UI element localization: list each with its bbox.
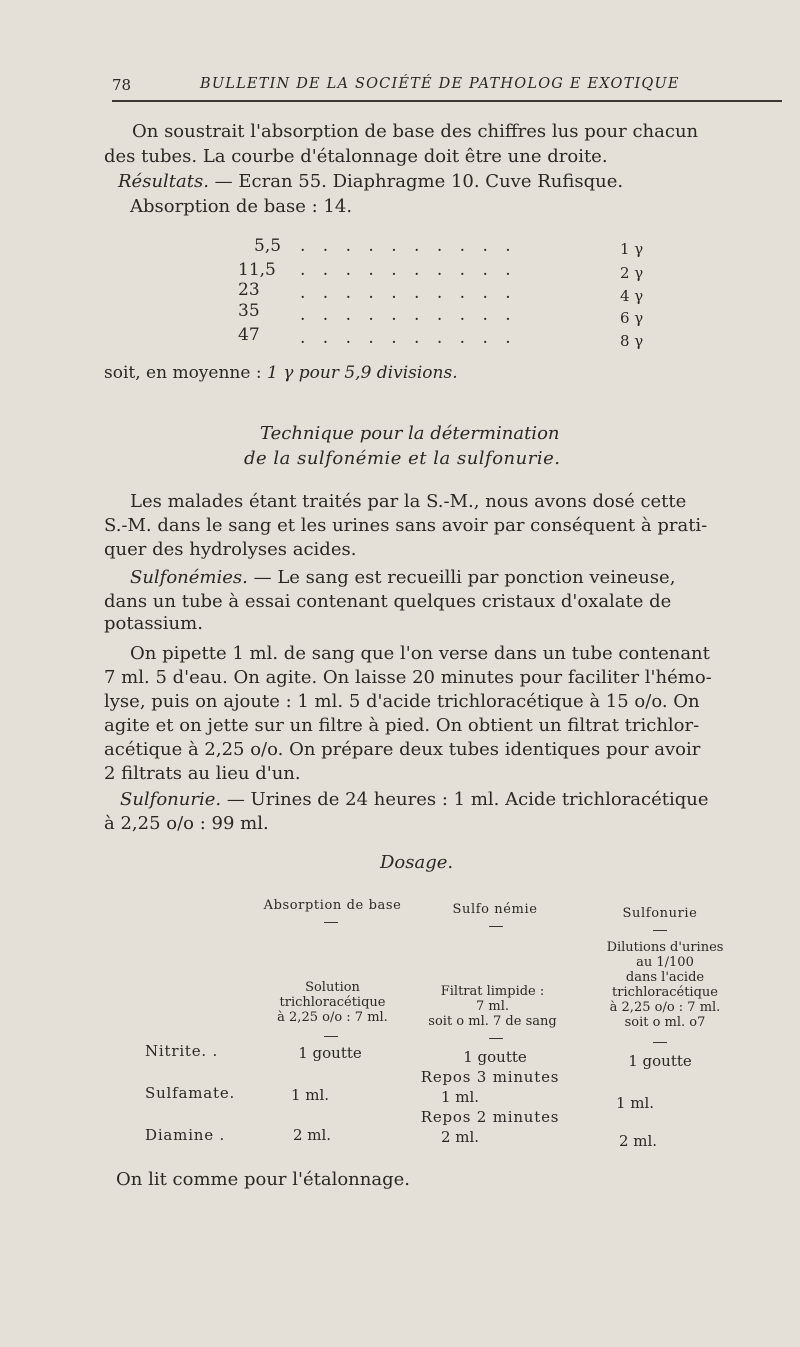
leader-dots: . . . . . . . . . . [300, 328, 517, 348]
intro-line-1: On soustrait l'absorption de base des chiffres lus pour chacun [132, 121, 699, 142]
column-header: Absorption de base [263, 898, 402, 913]
section-title-2: de la sulfonémie et la sulfonurie. [244, 448, 561, 469]
sulfonurie-line [120, 788, 709, 811]
row-label: Diamine . [145, 1126, 226, 1144]
desc-line: 7 ml. [475, 999, 510, 1014]
paragraph-line: dans un tube à essai contenant quelques cristaux d'oxalate de [104, 591, 672, 612]
desc-dash [653, 1042, 667, 1043]
desc-line: Filtrat limpide : [440, 984, 545, 999]
calibration-amount: 4 γ [620, 287, 644, 305]
table-cell: 1 ml. [440, 1088, 480, 1106]
desc-line: trichloracétique [279, 995, 386, 1010]
calibration-reading: 23 [238, 280, 260, 300]
paragraph-line: Les malades étant traités par la S.-M., nous avons dosé cette [130, 491, 687, 512]
rest-note: Repos 3 minutes [420, 1068, 560, 1086]
desc-line: soit o ml. o7 [624, 1015, 706, 1030]
calibration-amount: 2 γ [620, 264, 644, 282]
table-cell: 1 ml. [615, 1094, 655, 1112]
sulfonurie-desc [590, 940, 740, 1030]
calibration-reading: 35 [238, 301, 260, 321]
results-text: — Ecran 55. Diaphragme 10. Cuve Rufisque. [208, 171, 624, 192]
base-desc [250, 980, 415, 1025]
calibration-reading: 11,5 [238, 260, 276, 280]
row-label: Nitrite. . [145, 1042, 219, 1060]
calibration-amount: 6 γ [620, 309, 644, 327]
closing-line: On lit comme pour l'étalonnage. [116, 1169, 410, 1190]
leader-dots: . . . . . . . . . . [300, 305, 517, 325]
table-cell: 1 goutte [628, 1052, 692, 1070]
calibration-reading: 47 [238, 325, 260, 345]
column-header: Sulfonurie [622, 906, 698, 921]
table-cell: 1 goutte [463, 1048, 527, 1066]
table-cell: 1 goutte [298, 1044, 362, 1062]
paragraph-line: lyse, puis on ajoute : 1 ml. 5 d'acide trichloracétique à 15 o/o. On [104, 691, 700, 712]
paragraph-line: 2 filtrats au lieu d'un. [104, 763, 301, 784]
paragraph-line: acétique à 2,25 o/o. On prépare deux tubes identiques pour avoir [104, 739, 701, 760]
leader-dots: . . . . . . . . . . [300, 236, 517, 256]
paragraph-line: à 2,25 o/o : 99 ml. [104, 813, 269, 834]
paragraph-line: quer des hydrolyses acides. [104, 539, 357, 560]
sulfonurie-label: Sulfonurie. [120, 789, 222, 810]
desc-line: soit o ml. 7 de sang [428, 1014, 557, 1029]
results-label: Résultats. [118, 171, 209, 192]
sulfonurie-text: — Urines de 24 heures : 1 ml. Acide trichloracétique [221, 789, 709, 810]
table-cell: 2 ml. [618, 1132, 658, 1150]
average-line [104, 362, 458, 385]
desc-line: Solution [305, 980, 360, 995]
page-number: 78 [112, 76, 132, 94]
sulfonemies-line [130, 566, 675, 589]
sulfonemie-desc [405, 984, 580, 1029]
dosage-title: Dosage. [380, 852, 454, 873]
header-dash [653, 930, 667, 931]
calibration-reading: 5,5 [254, 236, 282, 256]
header-dash [324, 922, 338, 923]
row-label: Sulfamate. [145, 1084, 236, 1102]
paragraph-line: 7 ml. 5 d'eau. On agite. On laisse 20 minutes pour faciliter l'hémo- [104, 667, 712, 688]
header-rule [112, 100, 782, 102]
paragraph-line: On pipette 1 ml. de sang que l'on verse dans un tube contenant [130, 643, 710, 664]
calibration-amount: 8 γ [620, 332, 644, 350]
table-cell: 2 ml. [292, 1126, 332, 1144]
desc-line: à 2,25 o/o : 7 ml. [277, 1010, 388, 1025]
running-header: BULLETIN DE LA SOCIÉTÉ DE PATHOLOG E EXOTIQUE [200, 76, 680, 92]
rest-note: Repos 2 minutes [420, 1108, 560, 1126]
leader-dots: . . . . . . . . . . [300, 283, 517, 303]
section-title-1: Technique pour la détermination [260, 423, 560, 444]
paragraph-line: agite et on jette sur un filtre à pied. On obtient un filtrat trichlor- [104, 715, 700, 736]
average-prefix: soit, en moyenne : [104, 363, 267, 383]
sulfonemies-text: — Le sang est recueilli par ponction veineuse, [247, 567, 676, 588]
results-line [118, 170, 623, 193]
calibration-amount: 1 γ [620, 240, 644, 258]
desc-line: Dilutions d'urines [606, 940, 724, 955]
desc-line: trichloracétique [612, 985, 718, 1000]
header-dash [489, 926, 503, 927]
paragraph-line: S.-M. dans le sang et les urines sans avoir par conséquent à prati- [104, 515, 708, 536]
leader-dots: . . . . . . . . . . [300, 260, 517, 280]
intro-line-2: des tubes. La courbe d'étalonnage doit être une droite. [104, 146, 608, 167]
table-cell: 1 ml. [290, 1086, 330, 1104]
desc-line: à 2,25 o/o : 7 ml. [609, 1000, 721, 1015]
column-header: Sulfo némie [452, 902, 538, 917]
desc-line: dans l'acide [625, 970, 705, 985]
desc-dash [324, 1036, 338, 1037]
desc-dash [489, 1038, 503, 1039]
desc-line: au 1/100 [636, 955, 694, 970]
paragraph-line: potassium. [104, 613, 203, 634]
base-absorption: Absorption de base : 14. [130, 196, 353, 217]
sulfonemies-label: Sulfonémies. [130, 567, 248, 588]
average-value: 1 γ pour 5,9 divisions. [266, 363, 458, 383]
table-cell: 2 ml. [440, 1128, 480, 1146]
